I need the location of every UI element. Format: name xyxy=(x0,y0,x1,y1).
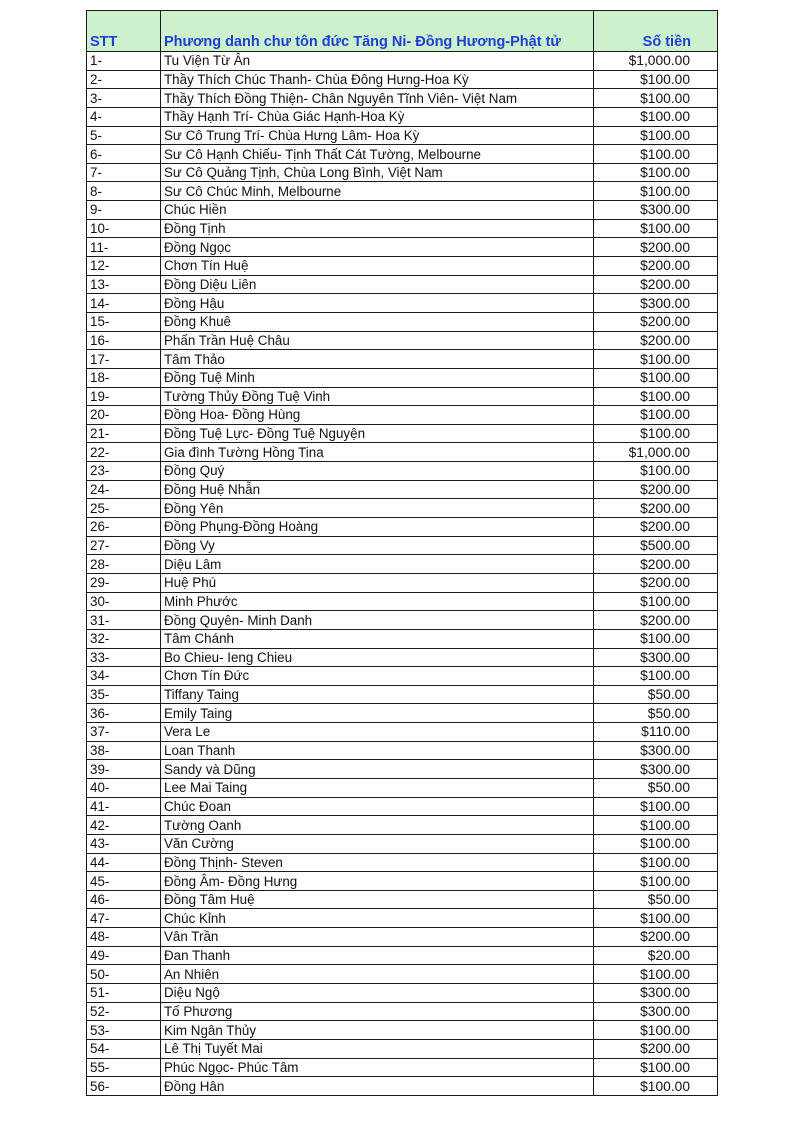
row-amount: $1,000.00 xyxy=(594,443,718,462)
table-row xyxy=(87,741,718,760)
row-amount: $1,000.00 xyxy=(594,52,718,71)
row-amount: $50.00 xyxy=(594,704,718,723)
row-name: Loan Thanh xyxy=(161,741,594,760)
table-row xyxy=(87,424,718,443)
table-row xyxy=(87,52,718,71)
row-amount: $200.00 xyxy=(594,480,718,499)
row-amount: $20.00 xyxy=(594,946,718,965)
table-row xyxy=(87,760,718,779)
row-name: Tâm Thảo xyxy=(161,350,594,369)
row-amount: $300.00 xyxy=(594,741,718,760)
row-stt: 24- xyxy=(87,480,161,499)
row-name: Thầy Thích Chúc Thanh- Chùa Đông Hưng-Hoa Kỳ xyxy=(161,70,594,89)
row-name: Tiffany Taing xyxy=(161,685,594,704)
table-row xyxy=(87,778,718,797)
table-row xyxy=(87,1058,718,1077)
row-amount: $100.00 xyxy=(594,70,718,89)
row-name: Đồng Khuê xyxy=(161,312,594,331)
row-stt: 25- xyxy=(87,499,161,518)
row-amount: $200.00 xyxy=(594,312,718,331)
row-stt: 51- xyxy=(87,984,161,1003)
row-amount: $100.00 xyxy=(594,1058,718,1077)
row-amount: $200.00 xyxy=(594,499,718,518)
table-row xyxy=(87,909,718,928)
row-stt: 11- xyxy=(87,238,161,257)
row-stt: 4- xyxy=(87,107,161,126)
row-stt: 9- xyxy=(87,201,161,220)
row-name: Đồng Vy xyxy=(161,536,594,555)
table-body xyxy=(87,52,718,1096)
row-amount: $500.00 xyxy=(594,536,718,555)
header-stt: STT xyxy=(87,11,161,52)
row-name: Tu Viện Từ Ân xyxy=(161,52,594,71)
row-name: Thầy Thích Đồng Thiện- Chân Nguyên Tĩnh Viên- Việt Nam xyxy=(161,89,594,108)
row-amount: $300.00 xyxy=(594,201,718,220)
row-amount: $100.00 xyxy=(594,89,718,108)
row-stt: 54- xyxy=(87,1039,161,1058)
row-name: Đồng Yên xyxy=(161,499,594,518)
row-name: Minh Phước xyxy=(161,592,594,611)
table-row xyxy=(87,518,718,537)
row-amount: $100.00 xyxy=(594,406,718,425)
row-stt: 3- xyxy=(87,89,161,108)
row-name: Tường Thủy Đồng Tuệ Vinh xyxy=(161,387,594,406)
row-name: Thầy Hạnh Trí- Chùa Giác Hạnh-Hoa Kỳ xyxy=(161,107,594,126)
row-stt: 56- xyxy=(87,1077,161,1096)
row-stt: 19- xyxy=(87,387,161,406)
row-name: Bo Chieu- Ieng Chieu xyxy=(161,648,594,667)
row-amount: $100.00 xyxy=(594,350,718,369)
row-amount: $100.00 xyxy=(594,853,718,872)
row-amount: $300.00 xyxy=(594,294,718,313)
row-amount: $200.00 xyxy=(594,238,718,257)
row-name: Phấn Trần Huệ Châu xyxy=(161,331,594,350)
row-amount: $100.00 xyxy=(594,368,718,387)
row-name: Văn Cường xyxy=(161,834,594,853)
table-row xyxy=(87,648,718,667)
table-row xyxy=(87,536,718,555)
row-stt: 50- xyxy=(87,965,161,984)
row-name: Gia đình Tường Hồng Tina xyxy=(161,443,594,462)
row-name: Kim Ngân Thủy xyxy=(161,1021,594,1040)
row-amount: $100.00 xyxy=(594,909,718,928)
row-stt: 45- xyxy=(87,872,161,891)
table-row xyxy=(87,965,718,984)
table-row xyxy=(87,70,718,89)
row-amount: $50.00 xyxy=(594,778,718,797)
table-row xyxy=(87,853,718,872)
row-amount: $200.00 xyxy=(594,928,718,947)
row-name: Diệu Ngộ xyxy=(161,984,594,1003)
row-stt: 41- xyxy=(87,797,161,816)
row-stt: 38- xyxy=(87,741,161,760)
row-name: Đồng Hậu xyxy=(161,294,594,313)
row-stt: 17- xyxy=(87,350,161,369)
row-stt: 52- xyxy=(87,1002,161,1021)
row-stt: 47- xyxy=(87,909,161,928)
row-name: Sư Cô Chúc Minh, Melbourne xyxy=(161,182,594,201)
row-amount: $200.00 xyxy=(594,331,718,350)
row-stt: 1- xyxy=(87,52,161,71)
row-amount: $100.00 xyxy=(594,424,718,443)
table-row xyxy=(87,1002,718,1021)
row-amount: $100.00 xyxy=(594,667,718,686)
table-row xyxy=(87,928,718,947)
row-name: Đồng Ngọc xyxy=(161,238,594,257)
row-stt: 36- xyxy=(87,704,161,723)
row-name: Huệ Phú xyxy=(161,573,594,592)
row-stt: 27- xyxy=(87,536,161,555)
table-row xyxy=(87,275,718,294)
row-stt: 35- xyxy=(87,685,161,704)
row-stt: 33- xyxy=(87,648,161,667)
row-stt: 40- xyxy=(87,778,161,797)
table-row xyxy=(87,387,718,406)
table-row xyxy=(87,592,718,611)
row-stt: 49- xyxy=(87,946,161,965)
row-name: Chơn Tín Huệ xyxy=(161,257,594,276)
row-stt: 32- xyxy=(87,629,161,648)
row-amount: $300.00 xyxy=(594,648,718,667)
row-amount: $100.00 xyxy=(594,219,718,238)
table-row xyxy=(87,1039,718,1058)
row-stt: 22- xyxy=(87,443,161,462)
row-amount: $100.00 xyxy=(594,834,718,853)
table-row xyxy=(87,368,718,387)
table-row xyxy=(87,797,718,816)
row-amount: $300.00 xyxy=(594,984,718,1003)
table-row xyxy=(87,312,718,331)
row-amount: $200.00 xyxy=(594,1039,718,1058)
row-amount: $200.00 xyxy=(594,573,718,592)
row-amount: $110.00 xyxy=(594,723,718,742)
donation-table xyxy=(86,10,718,1096)
row-stt: 20- xyxy=(87,406,161,425)
row-stt: 13- xyxy=(87,275,161,294)
row-stt: 42- xyxy=(87,816,161,835)
header-name: Phương danh chư tôn đức Tăng Ni- Đồng Hương-Phật tử xyxy=(161,11,594,52)
row-stt: 34- xyxy=(87,667,161,686)
table-row xyxy=(87,834,718,853)
row-amount: $100.00 xyxy=(594,816,718,835)
row-amount: $100.00 xyxy=(594,1021,718,1040)
table-row xyxy=(87,219,718,238)
header-row xyxy=(87,11,718,52)
row-name: Chúc Hiền xyxy=(161,201,594,220)
table-row xyxy=(87,182,718,201)
row-stt: 6- xyxy=(87,145,161,164)
table-row xyxy=(87,816,718,835)
row-name: Lee Mai Taing xyxy=(161,778,594,797)
row-stt: 39- xyxy=(87,760,161,779)
table-row xyxy=(87,406,718,425)
row-name: Đan Thanh xyxy=(161,946,594,965)
table-row xyxy=(87,723,718,742)
row-amount: $200.00 xyxy=(594,518,718,537)
table-row xyxy=(87,555,718,574)
row-name: Tường Oanh xyxy=(161,816,594,835)
table-row xyxy=(87,443,718,462)
row-amount: $100.00 xyxy=(594,872,718,891)
table-row xyxy=(87,946,718,965)
row-amount: $100.00 xyxy=(594,629,718,648)
row-stt: 2- xyxy=(87,70,161,89)
row-stt: 44- xyxy=(87,853,161,872)
row-stt: 23- xyxy=(87,462,161,481)
row-amount: $100.00 xyxy=(594,1077,718,1096)
row-amount: $200.00 xyxy=(594,555,718,574)
row-stt: 55- xyxy=(87,1058,161,1077)
table-row xyxy=(87,89,718,108)
table-row xyxy=(87,294,718,313)
row-stt: 37- xyxy=(87,723,161,742)
row-stt: 8- xyxy=(87,182,161,201)
row-amount: $100.00 xyxy=(594,797,718,816)
row-name: Chơn Tín Đức xyxy=(161,667,594,686)
row-amount: $100.00 xyxy=(594,163,718,182)
row-stt: 21- xyxy=(87,424,161,443)
table-row xyxy=(87,462,718,481)
row-stt: 31- xyxy=(87,611,161,630)
row-name: Phúc Ngọc- Phúc Tâm xyxy=(161,1058,594,1077)
row-name: Đồng Âm- Đồng Hưng xyxy=(161,872,594,891)
row-name: An Nhiên xyxy=(161,965,594,984)
row-amount: $100.00 xyxy=(594,126,718,145)
row-name: Tâm Chánh xyxy=(161,629,594,648)
row-amount: $50.00 xyxy=(594,890,718,909)
row-name: Lê Thị Tuyết Mai xyxy=(161,1039,594,1058)
row-stt: 18- xyxy=(87,368,161,387)
table-row xyxy=(87,611,718,630)
row-stt: 29- xyxy=(87,573,161,592)
row-name: Đồng Thịnh- Steven xyxy=(161,853,594,872)
table-row xyxy=(87,984,718,1003)
row-name: Đồng Quý xyxy=(161,462,594,481)
table-row xyxy=(87,1077,718,1096)
table-row xyxy=(87,107,718,126)
table-row xyxy=(87,629,718,648)
row-stt: 10- xyxy=(87,219,161,238)
row-name: Sư Cô Quảng Tịnh, Chùa Long Bình, Việt Nam xyxy=(161,163,594,182)
row-stt: 16- xyxy=(87,331,161,350)
table-row xyxy=(87,872,718,891)
table-header xyxy=(87,11,718,52)
table-row xyxy=(87,1021,718,1040)
table-row xyxy=(87,257,718,276)
row-name: Đồng Tuệ Lực- Đồng Tuệ Nguyện xyxy=(161,424,594,443)
row-name: Đồng Tuệ Minh xyxy=(161,368,594,387)
row-name: Đồng Diệu Liên xyxy=(161,275,594,294)
row-name: Đồng Tịnh xyxy=(161,219,594,238)
table-row xyxy=(87,145,718,164)
table-row xyxy=(87,704,718,723)
table-row xyxy=(87,480,718,499)
row-name: Đồng Hoa- Đồng Hùng xyxy=(161,406,594,425)
row-name: Đồng Hân xyxy=(161,1077,594,1096)
table-row xyxy=(87,573,718,592)
row-stt: 12- xyxy=(87,257,161,276)
row-stt: 48- xyxy=(87,928,161,947)
row-stt: 53- xyxy=(87,1021,161,1040)
row-stt: 26- xyxy=(87,518,161,537)
row-name: Emily Taing xyxy=(161,704,594,723)
row-name: Vân Trần xyxy=(161,928,594,947)
row-name: Tố Phương xyxy=(161,1002,594,1021)
row-amount: $50.00 xyxy=(594,685,718,704)
row-name: Sư Cô Trung Trí- Chùa Hưng Lâm- Hoa Kỳ xyxy=(161,126,594,145)
row-amount: $100.00 xyxy=(594,462,718,481)
row-amount: $300.00 xyxy=(594,760,718,779)
row-stt: 15- xyxy=(87,312,161,331)
header-amount: Số tiền xyxy=(594,11,718,52)
row-name: Vera Le xyxy=(161,723,594,742)
row-stt: 43- xyxy=(87,834,161,853)
row-name: Sư Cô Hạnh Chiếu- Tịnh Thất Cát Tường, Melbourne xyxy=(161,145,594,164)
table-row xyxy=(87,350,718,369)
table-row xyxy=(87,126,718,145)
row-amount: $100.00 xyxy=(594,107,718,126)
row-stt: 46- xyxy=(87,890,161,909)
row-name: Đồng Tâm Huệ xyxy=(161,890,594,909)
row-amount: $100.00 xyxy=(594,182,718,201)
row-name: Đồng Huệ Nhẫn xyxy=(161,480,594,499)
row-name: Chúc Kỉnh xyxy=(161,909,594,928)
table-row xyxy=(87,163,718,182)
row-stt: 14- xyxy=(87,294,161,313)
row-stt: 28- xyxy=(87,555,161,574)
table-row xyxy=(87,685,718,704)
row-name: Sandy và Dũng xyxy=(161,760,594,779)
row-stt: 7- xyxy=(87,163,161,182)
row-amount: $200.00 xyxy=(594,257,718,276)
row-name: Diệu Lâm xyxy=(161,555,594,574)
row-amount: $200.00 xyxy=(594,275,718,294)
row-amount: $100.00 xyxy=(594,145,718,164)
table-row xyxy=(87,201,718,220)
table-row xyxy=(87,331,718,350)
table-row xyxy=(87,890,718,909)
row-amount: $300.00 xyxy=(594,1002,718,1021)
table-row xyxy=(87,238,718,257)
row-name: Chúc Đoan xyxy=(161,797,594,816)
row-stt: 5- xyxy=(87,126,161,145)
row-amount: $100.00 xyxy=(594,965,718,984)
row-name: Đồng Quyên- Minh Danh xyxy=(161,611,594,630)
table-row xyxy=(87,667,718,686)
row-name: Đồng Phụng-Đồng Hoàng xyxy=(161,518,594,537)
row-stt: 30- xyxy=(87,592,161,611)
row-amount: $100.00 xyxy=(594,387,718,406)
table-row xyxy=(87,499,718,518)
row-amount: $200.00 xyxy=(594,611,718,630)
row-amount: $100.00 xyxy=(594,592,718,611)
